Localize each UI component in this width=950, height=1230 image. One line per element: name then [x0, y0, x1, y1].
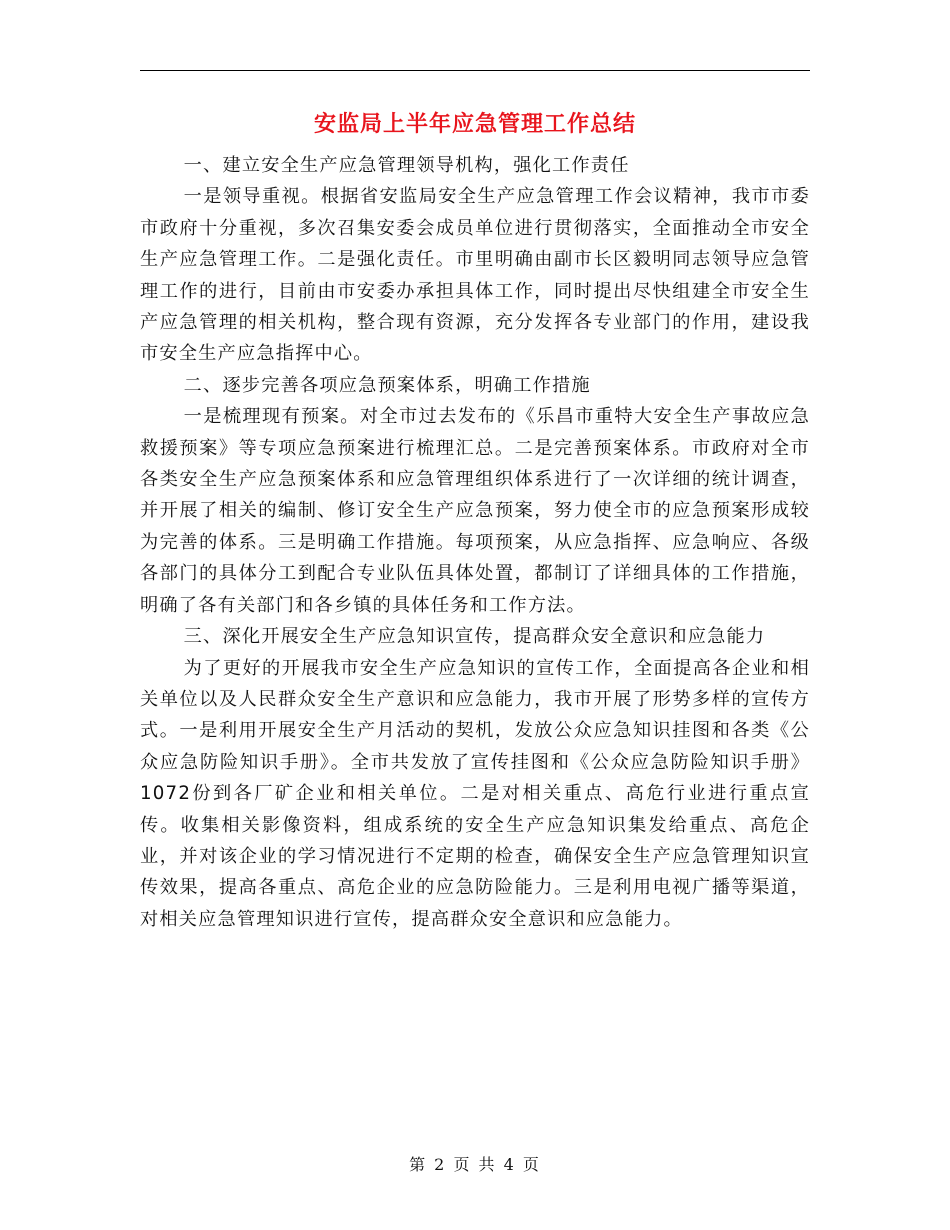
body-paragraph-2: 一是梳理现有预案。对全市过去发布的《乐昌市重特大安全生产事故应急救援预案》等专项应急预案进行梳理汇总。二是完善预案体系。市政府对全市各类安全生产应急预案体系和应急管理组织体系进行了一次详细的统计调查，并开展了相关的编制、修订安全生产应急预案，努力使全市的应急预案形成较为完善的体系。三是明确工作措施。每项预案，从应急指挥、应急响应、各级各部门的具体分工到配合专业队伍具体处置，都制订了详细具体的工作措施，明确了各有关部门和各乡镇的具体任务和工作方法。 — [140, 406, 810, 616]
section-heading-2: 二、逐步完善各项应急预案体系，明确工作措施 — [183, 374, 591, 396]
section-heading-3: 三、深化开展安全生产应急知识宣传，提高群众安全意识和应急能力 — [183, 626, 766, 648]
document-body — [140, 150, 810, 935]
header-rule — [140, 70, 810, 71]
page-number-footer: 第 2 页 共 4 页 — [409, 1155, 541, 1174]
body-paragraph-1: 一是领导重视。根据省安监局安全生产应急管理工作会议精神，我市市委市政府十分重视，多次召集安委会成员单位进行贯彻落实，全面推动全市安全生产应急管理工作。二是强化责任。市里明确由副市长区毅明同志领导应急管理工作的进行，目前由市安委办承担具体工作，同时提出尽快组建全市安全生产应急管理的相关机构，整合现有资源，充分发挥各专业部门的作用，建设我市安全生产应急指挥中心。 — [140, 186, 810, 365]
section-heading-1: 一、建立安全生产应急管理领导机构，强化工作责任 — [183, 155, 630, 176]
document-title: 安监局上半年应急管理工作总结 — [313, 112, 636, 137]
body-paragraph-3: 为了更好的开展我市安全生产应急知识的宣传工作，全面提高各企业和相关单位以及人民群众安全生产意识和应急能力，我市开展了形势多样的宣传方式。一是利用开展安全生产月活动的契机，发放公众应急知识挂图和各类《公众应急防险知识手册》。全市共发放了宣传挂图和《公众应急防险知识手册》1072份到各厂矿企业和相关单位。二是对相关重点、高危行业进行重点宣传。收集相关影像资料，组成系统的安全生产应急知识集发给重点、高危企业，并对该企业的学习情况进行不定期的检查，确保安全生产应急管理知识宣传效果，提高各重点、高危企业的应急防险能力。三是利用电视广播等渠道，对相关应急管理知识进行宣传，提高群众安全意识和应急能力。 — [140, 657, 810, 930]
